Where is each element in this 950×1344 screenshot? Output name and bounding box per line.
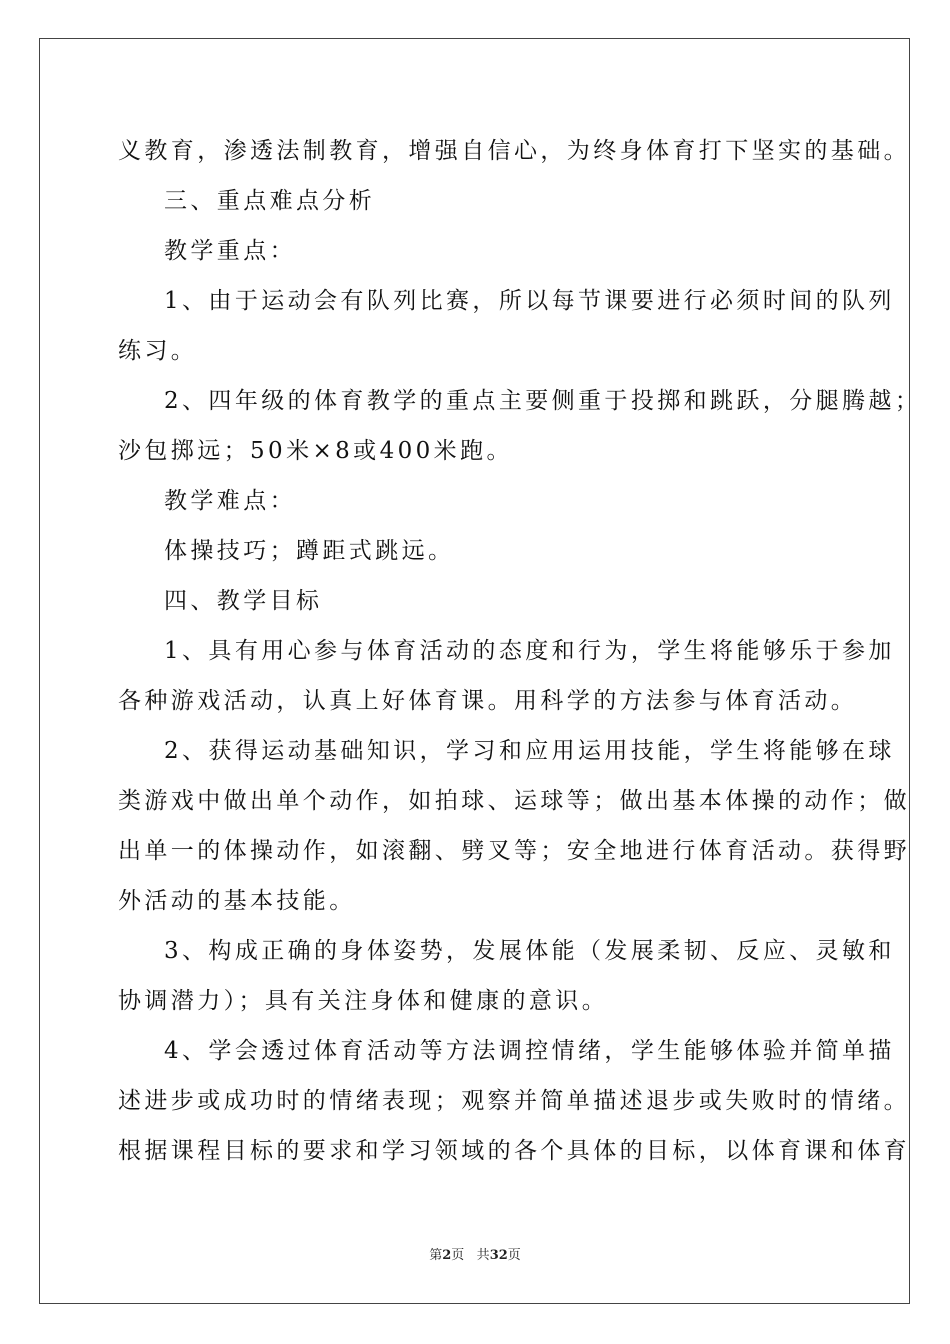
paragraph-line: 体操技巧；蹲距式跳远。 — [164, 538, 455, 564]
section-heading: 三、重点难点分析 — [164, 188, 376, 214]
page-prefix: 第 — [429, 1248, 443, 1263]
total-pages: 32 — [489, 1248, 508, 1263]
paragraph-line: 2、四年级的体育教学的重点主要侧重于投掷和跳跃，分腿腾越； — [164, 388, 922, 414]
paragraph-line: 述进步或成功时的情绪表现；观察并简单描述退步或失败时的情绪。 — [118, 1088, 910, 1114]
paragraph-line: 协调潜力）；具有关注身体和健康的意识。 — [118, 988, 609, 1014]
total-prefix: 共 — [476, 1248, 490, 1263]
paragraph-line: 类游戏中做出单个动作，如拍球、运球等；做出基本体操的动作；做 — [118, 788, 910, 814]
paragraph-line: 外活动的基本技能。 — [118, 888, 356, 914]
page-unit: 页 — [451, 1248, 465, 1263]
paragraph-line: 1、具有用心参与体育活动的态度和行为，学生将能够乐于参加 — [164, 638, 895, 664]
section-heading: 四、教学目标 — [164, 588, 323, 614]
total-unit: 页 — [507, 1248, 521, 1263]
paragraph-line: 3、构成正确的身体姿势，发展体能（发展柔韧、反应、灵敏和 — [164, 938, 895, 964]
subheading: 教学重点： — [164, 238, 296, 264]
page-footer — [0, 1248, 950, 1264]
paragraph-line: 2、获得运动基础知识，学习和应用运用技能，学生将能够在球 — [164, 738, 895, 764]
paragraph-line: 出单一的体操动作，如滚翻、劈叉等；安全地进行体育活动。获得野 — [118, 838, 910, 864]
paragraph-line: 沙包掷远；50米×8或400米跑。 — [118, 438, 513, 464]
paragraph-line: 义教育，渗透法制教育，增强自信心，为终身体育打下坚实的基础。 — [118, 138, 910, 164]
paragraph-line: 根据课程目标的要求和学习领域的各个具体的目标，以体育课和体育 — [118, 1138, 910, 1164]
paragraph-line: 1、由于运动会有队列比赛，所以每节课要进行必须时间的队列 — [164, 288, 895, 314]
subheading: 教学难点： — [164, 488, 296, 514]
page-number: 2 — [442, 1248, 452, 1263]
paragraph-line: 各种游戏活动，认真上好体育课。用科学的方法参与体育活动。 — [118, 688, 858, 714]
paragraph-line: 练习。 — [118, 338, 198, 364]
paragraph-line: 4、学会透过体育活动等方法调控情绪，学生能够体验并简单描 — [164, 1038, 895, 1064]
